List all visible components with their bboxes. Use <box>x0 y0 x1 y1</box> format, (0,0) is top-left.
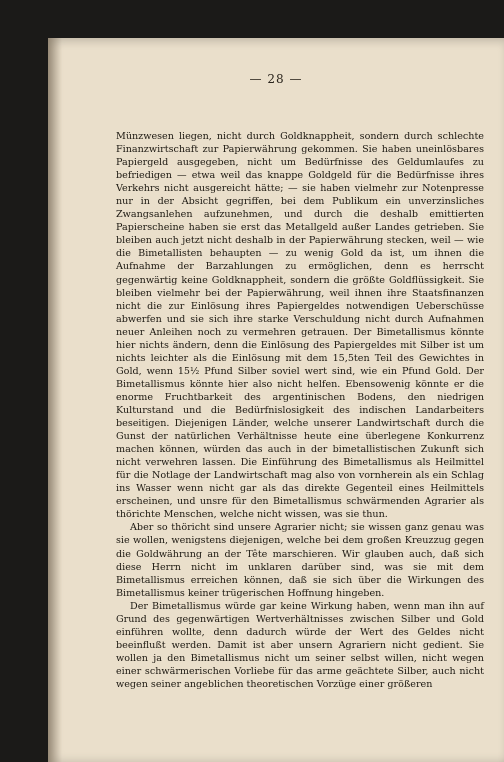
page-number: — 28 — <box>249 72 303 86</box>
paragraph-1: Münzwesen liegen, nicht durch Goldknappheit, sondern durch schlechte Finanzwirtschaft zur Papierwährung gekommen. Sie haben uneinlösbares Papiergeld ausgegeben, nicht um Bedürfnisse des Geldumlaufes zu befriedigen — etwa weil das knappe Goldgeld für die Bedürfnisse ihres Verkehrs nicht ausgereicht hätte; — sie haben vielmehr zur Notenpresse nur in der Absicht gegriffen, bei dem Publikum ein unverzinsliches Zwangsanlehen aufzunehmen, und durch die deshalb emittierten Papierscheine haben sie erst das Metallgeld außer Landes getrieben. Sie bleiben auch jetzt nicht deshalb in der Papierwährung stecken, weil — wie die Bimetallisten behaupten — zu wenig Gold da ist, um ihnen die Aufnahme der Barzahlungen zu ermöglichen, denn es herrscht gegenwärtig keine Goldknappheit, sondern die größte Goldflüssigkeit. Sie bleiben vielmehr bei der Papierwährung, weil ihnen ihre Staatsfinanzen nicht die zur Einlösung ihres Papiergeldes notwendigen Ueberschüsse abwerfen und sie sich ihre starke Verschuldung nicht durch Aufnahmen neuer Anleihen noch zu vermehren getrauen. Der Bimetallismus könnte hier nichts ändern, denn die Einlösung des Papiergeldes mit Silber ist um nichts leichter als die Einlösung mit dem 15,5ten Teil des Gewichtes in Gold, wenn 15½ Pfund Silber soviel wert sind, wie ein Pfund Gold. Der Bimetallismus könnte hier also nicht helfen. Ebensowenig könnte er die enorme Fruchtbarkeit des argentinischen Bodens, den niedrigen Kulturstand und die Bedürfnislosigkeit des indischen Landarbeiters beseitigen. Diejenigen Länder, welche unserer Landwirtschaft durch die Gunst der natürlichen Verhältnisse heute eine überlegene Konkurrenz machen können, würden das auch in der bimetallistischen Zukunft sich nicht verwehren lassen. Die Einführung des Bimetallismus als Heilmittel für die Notlage der Landwirtschaft mag also von vornherein als ein Schlag ins Wasser wenn nicht gar als das direkte Gegenteil eines Heilmittels erscheinen, und unsre für den Bimetallismus schwärmenden Agrarier als thörichte Menschen, welche nicht wissen, was sie thun. <box>116 131 484 521</box>
paragraph-3: Der Bimetallismus würde gar keine Wirkung haben, wenn man ihn auf Grund des gegenwärtigen Wertverhältnisses zwischen Silber und Gold einführen wollte, denn dadurch würde der Wert des Geldes nicht beeinflußt werden. Damit ist aber unsern Agrariern nicht gedient. Sie wollen ja den Bimetallismus nicht um seiner selbst willen, nicht wegen einer schwärmerischen Vorliebe für das arme geächtete Silber, auch nicht wegen seiner angeblichen theoretischen Vorzüge einer größeren <box>116 600 484 690</box>
page-gutter-shadow <box>48 38 62 762</box>
paragraph-2: Aber so thöricht sind unsere Agrarier nicht; sie wissen ganz genau was sie wollen, wenigstens diejenigen, welche bei dem großen Kreuzzug gegen die Goldwährung an der Tête marschieren. Wir glauben auch, daß sich diese Herrn nicht im unklaren darüber sind, was sie mit dem Bimetallismus erreichen können, daß sie sich über die Wirkungen des Bimetallismus keiner trügerischen Hoffnung hingeben. <box>116 522 484 599</box>
book-page <box>48 38 504 762</box>
body-text <box>116 130 484 691</box>
